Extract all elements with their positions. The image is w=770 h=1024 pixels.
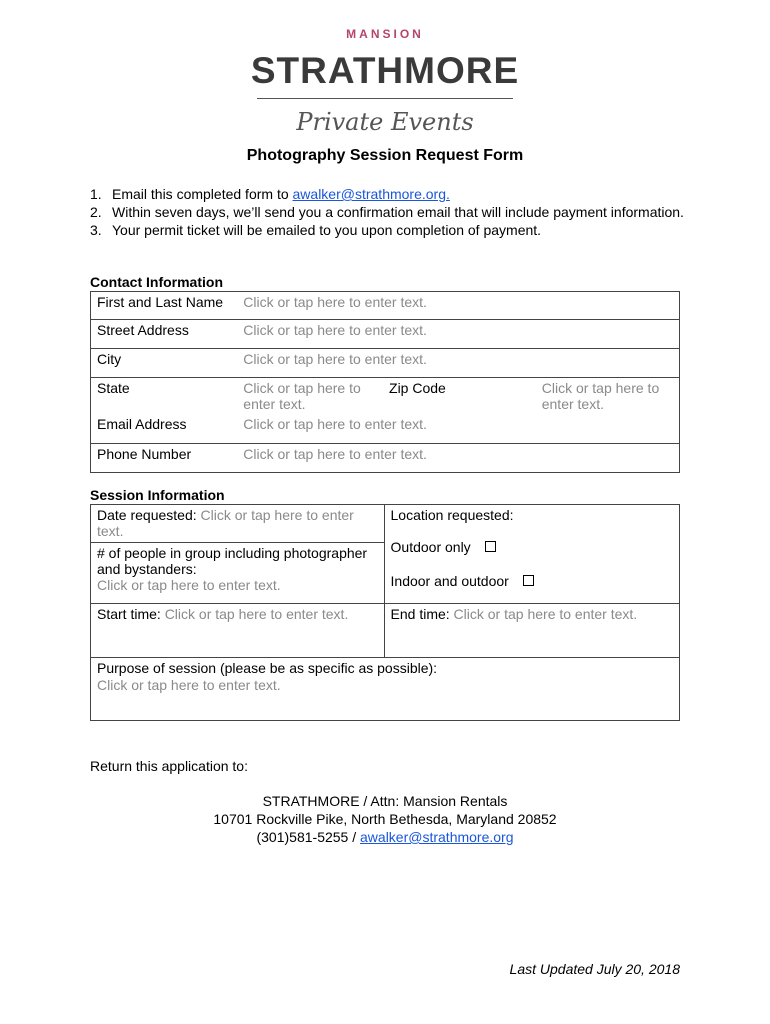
address-line-2: 10701 Rockville Pike, North Bethesda, Maryland 20852	[213, 811, 557, 827]
email-link[interactable]: awalker@strathmore.org.	[292, 186, 450, 202]
location-cell	[384, 505, 679, 604]
page-title: Photography Session Request Form	[246, 147, 524, 164]
step-text: Within seven days, we’ll send you a confirmation email that will include payment information.	[112, 204, 684, 220]
outdoor-option	[391, 539, 673, 555]
people-field[interactable]: Click or tap here to enter text.	[97, 577, 281, 593]
last-updated: Last Updated July 20, 2018	[509, 961, 680, 977]
session-heading: Session Information	[90, 487, 225, 503]
return-address	[0, 792, 770, 846]
email-label: Email Address	[91, 414, 238, 443]
purpose-field[interactable]: Click or tap here to enter text.	[97, 677, 281, 693]
instruction-item	[90, 185, 690, 203]
brand-subtitle: Private Events	[296, 108, 474, 136]
date-field[interactable]: Click or tap here to enter text.	[97, 507, 354, 539]
phone-field[interactable]: Click or tap here to enter text.	[237, 443, 679, 472]
start-cell	[91, 604, 385, 658]
return-label: Return this application to:	[90, 758, 248, 774]
city-label: City	[91, 349, 238, 378]
date-label: Date requested:	[97, 507, 197, 523]
city-field[interactable]: Click or tap here to enter text.	[237, 349, 679, 378]
start-label: Start time:	[97, 606, 161, 622]
step-text: Your permit ticket will be emailed to you upon completion of payment.	[112, 222, 542, 238]
start-field[interactable]: Click or tap here to enter text.	[164, 606, 349, 622]
street-label: Street Address	[91, 320, 238, 349]
outdoor-label: Outdoor only	[390, 539, 471, 555]
date-cell	[91, 505, 385, 543]
name-field[interactable]: Click or tap here to enter text.	[237, 292, 679, 320]
email-field[interactable]: Click or tap here to enter text.	[237, 414, 679, 443]
brand-logo: STRATHMORE	[250, 50, 520, 91]
return-email-link[interactable]: awalker@strathmore.org	[360, 829, 514, 845]
session-table	[90, 504, 680, 721]
instructions-list	[90, 185, 690, 239]
address-line-1: STRATHMORE / Attn: Mansion Rentals	[262, 793, 508, 809]
step-text: Email this completed form to	[112, 186, 293, 202]
indoor-option	[391, 573, 673, 589]
people-cell	[91, 543, 385, 604]
outdoor-checkbox[interactable]	[485, 541, 496, 552]
indoor-label: Indoor and outdoor	[390, 573, 509, 589]
zip-label: Zip Code	[383, 378, 536, 415]
logo-divider	[257, 98, 513, 99]
end-label: End time:	[390, 606, 450, 622]
zip-field[interactable]: Click or tap here to enter text.	[536, 378, 680, 415]
end-field[interactable]: Click or tap here to enter text.	[453, 606, 638, 622]
state-label: State	[91, 378, 238, 415]
purpose-cell	[91, 658, 680, 721]
end-cell	[384, 604, 679, 658]
address-line-3	[0, 828, 770, 846]
brand-top: MANSION	[346, 27, 424, 41]
street-field[interactable]: Click or tap here to enter text.	[237, 320, 679, 349]
indoor-checkbox[interactable]	[523, 575, 534, 586]
instruction-item	[90, 203, 690, 221]
purpose-label: Purpose of session (please be as specific as possible):	[97, 660, 438, 676]
step-number: 2.	[90, 204, 102, 220]
name-label: First and Last Name	[91, 292, 238, 320]
step-number: 1.	[90, 186, 102, 202]
phone-label: Phone Number	[91, 443, 238, 472]
state-field[interactable]: Click or tap here to enter text.	[237, 378, 383, 415]
return-phone: (301)581-5255 /	[256, 829, 361, 845]
contact-heading: Contact Information	[90, 274, 223, 290]
people-label: # of people in group including photographer and bystanders:	[97, 545, 368, 577]
step-number: 3.	[90, 222, 102, 238]
location-label: Location requested:	[390, 507, 514, 523]
contact-table	[90, 291, 680, 473]
instruction-item	[90, 221, 690, 239]
